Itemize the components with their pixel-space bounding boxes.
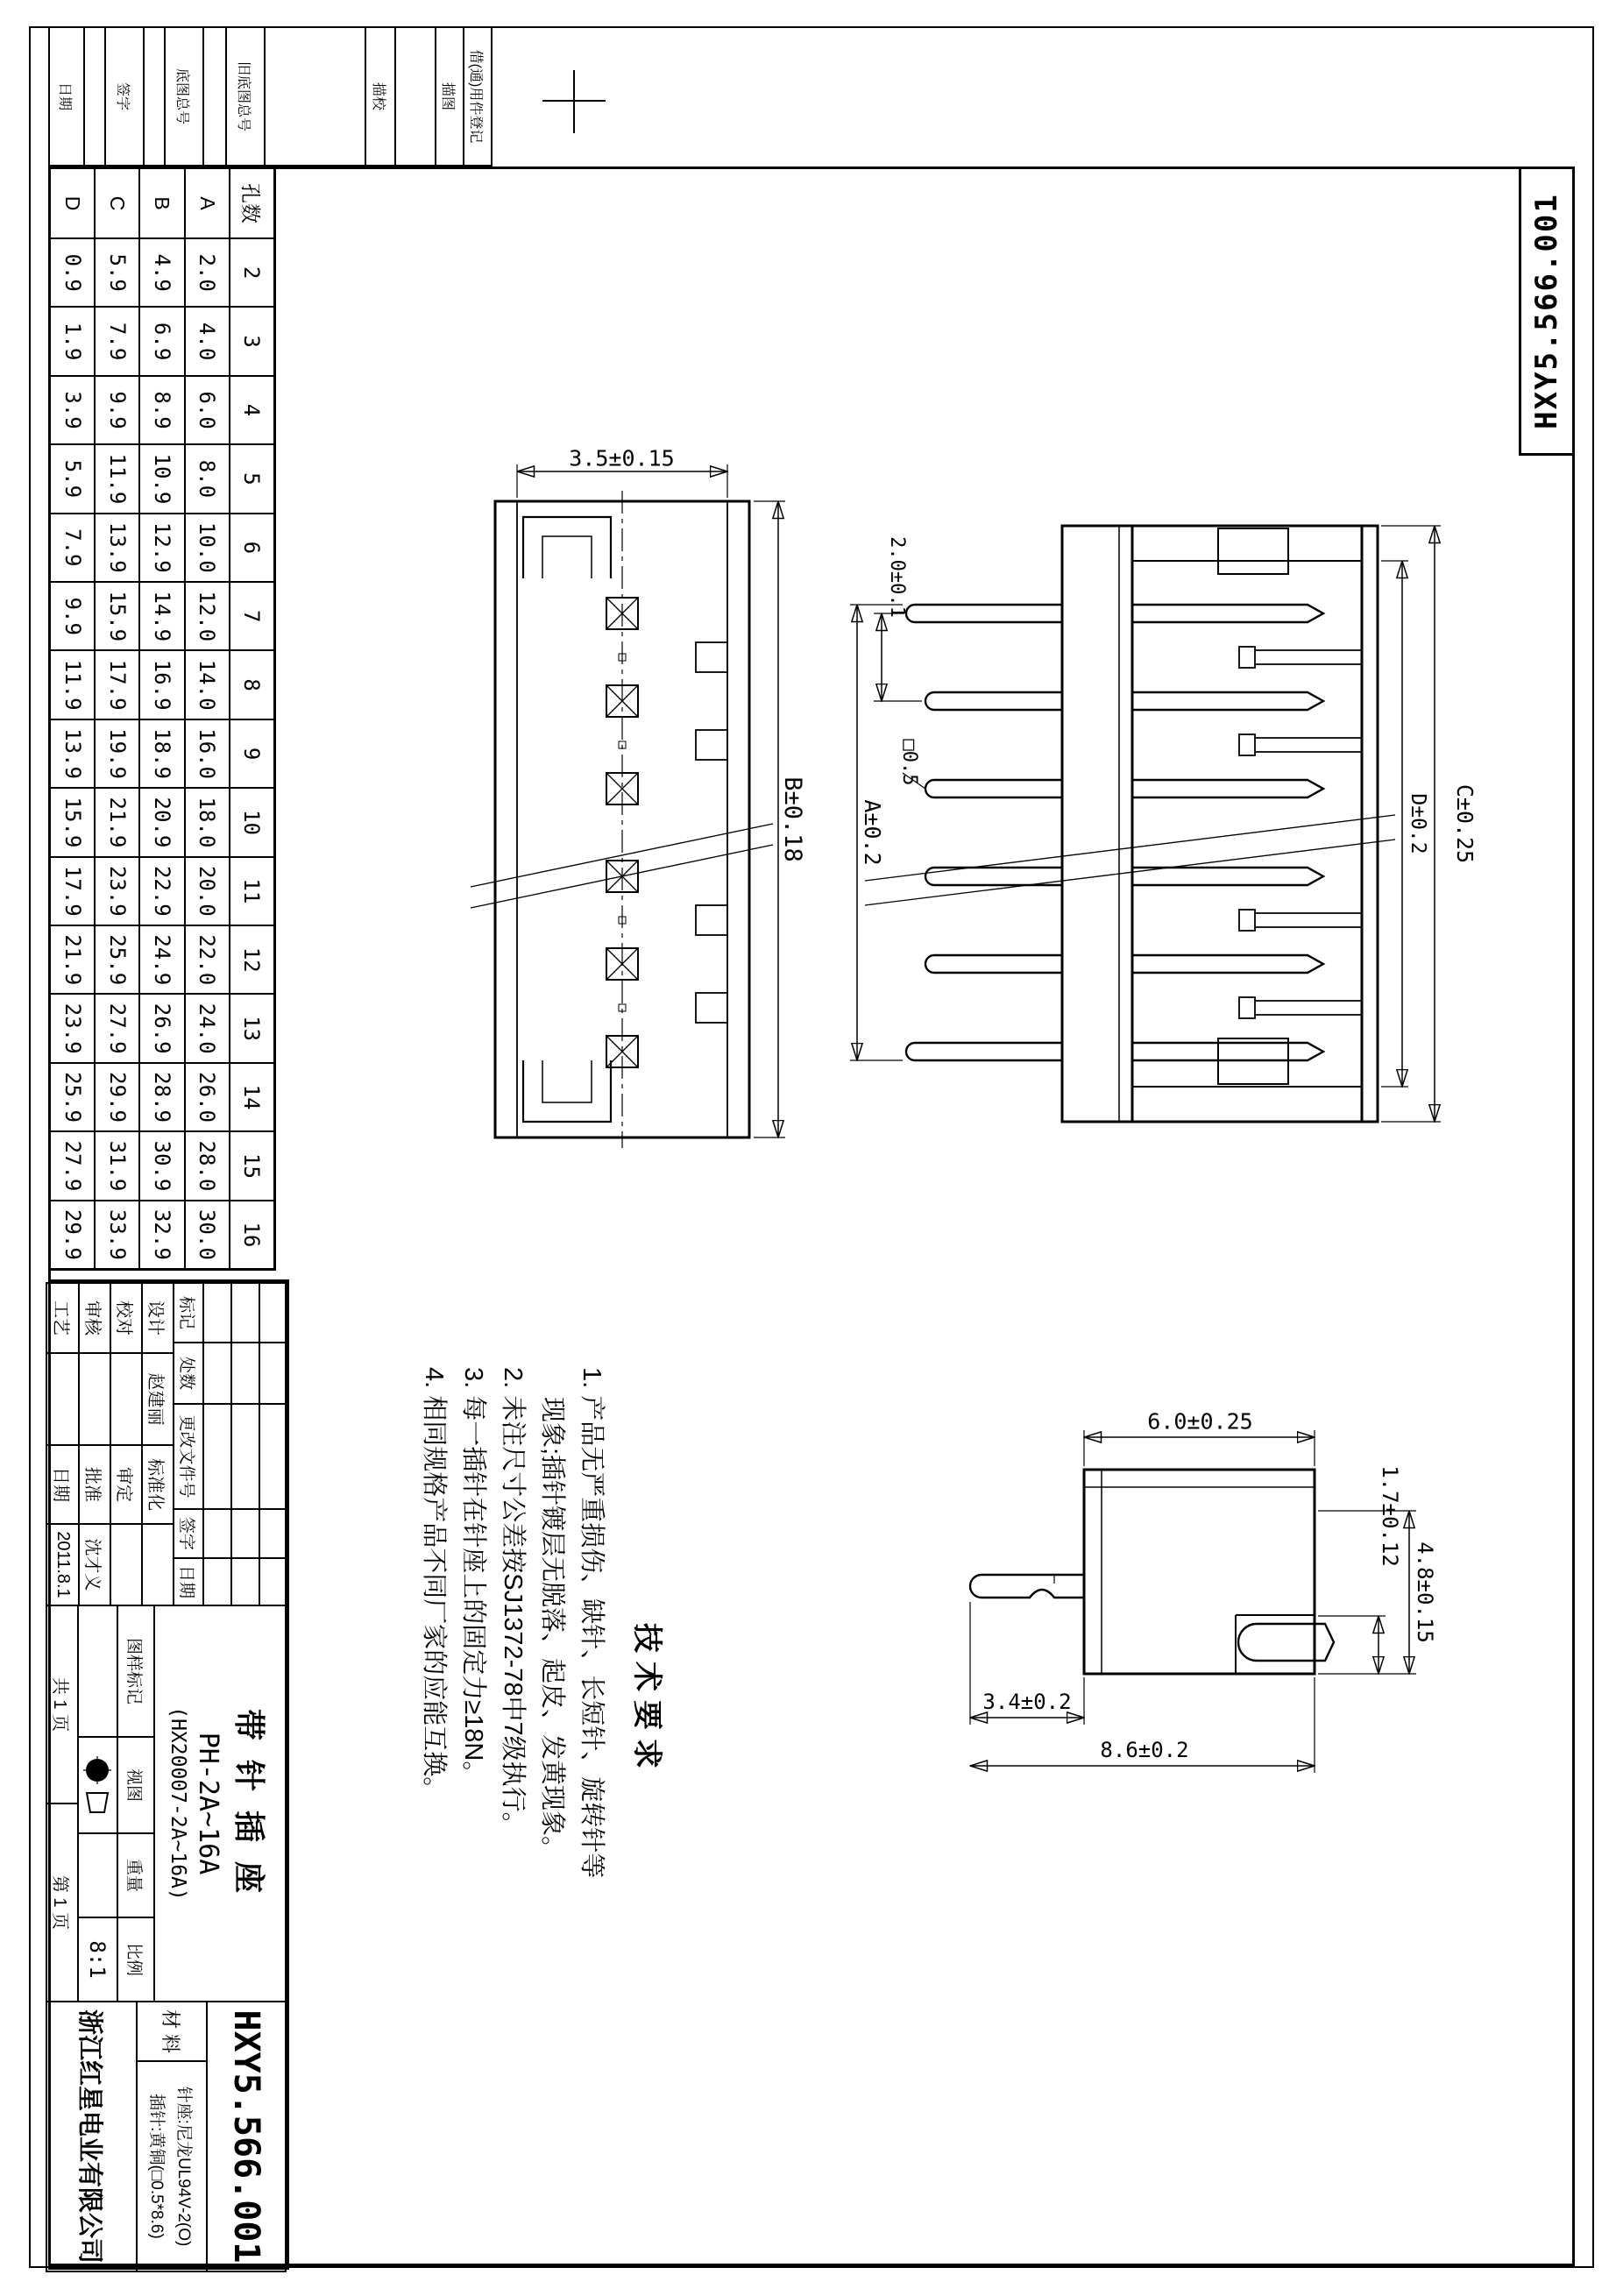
- table-cell: 21.9: [51, 926, 94, 995]
- material-line1: 针座:尼龙UL94V-2(O): [174, 2086, 193, 2247]
- part-model-alt: (HX20007-2A~16A): [167, 1706, 189, 1901]
- table-cell: 6: [230, 514, 273, 583]
- table-cell: 20.9: [140, 789, 183, 857]
- dim-label-pin-square: □0.5: [898, 739, 920, 786]
- sig-value: [46, 1352, 80, 1446]
- table-cell: 23.9: [51, 995, 94, 1063]
- note-line: 3. 每一插针在针座上的固定力≥18N。: [459, 1367, 487, 1787]
- sig-value: 赵建丽: [141, 1352, 174, 1446]
- margin-strip-blank: [143, 26, 166, 167]
- table-cell: 29.9: [96, 1064, 138, 1132]
- sig-value: [110, 1523, 143, 1606]
- table-cell: 12.9: [140, 514, 183, 583]
- table-cell: 25.9: [51, 1064, 94, 1132]
- table-cell: 9: [230, 720, 273, 789]
- table-cell: 26.0: [186, 1064, 229, 1132]
- table-cell: 8.0: [186, 445, 229, 514]
- note-line: 2. 未注尺寸公差按SJ1372-78中7级执行。: [499, 1367, 527, 1838]
- table-cell: 24.0: [186, 995, 229, 1063]
- table-cell: 16.0: [186, 720, 229, 789]
- margin-strip-blank: [394, 26, 436, 167]
- table-cell: 17.9: [51, 858, 94, 926]
- sig-label: 审定: [110, 1444, 143, 1525]
- table-cell: 25.9: [96, 926, 138, 995]
- dim-label-overall-height: 8.6±0.2: [1100, 1738, 1189, 1762]
- table-cell: 11: [230, 858, 273, 926]
- material-label: 材 料: [136, 2001, 208, 2062]
- info-header: 视图: [117, 1736, 155, 1834]
- notes-title: 技术要求: [630, 1623, 663, 1777]
- table-cell: 11.9: [51, 651, 94, 719]
- table-cell: 16.9: [140, 651, 183, 719]
- page-number: 第 1 页: [46, 1803, 79, 2002]
- table-cell: 5.9: [51, 445, 94, 514]
- table-cell: 15: [230, 1132, 273, 1201]
- table-cell: 4: [230, 377, 273, 445]
- table-cell: 8.9: [140, 377, 183, 445]
- table-cell: 16: [239, 1222, 265, 1248]
- table-cell: 14.9: [140, 583, 183, 651]
- sig-value: 2011.8.1: [46, 1523, 80, 1606]
- table-cell: 6.9: [140, 308, 183, 376]
- table-cell: 7.9: [96, 308, 138, 376]
- sig-label: 批准: [78, 1444, 111, 1525]
- table-cell: 7.9: [51, 514, 94, 583]
- material-line2: 插针:黄铜(□0.5*8.6): [147, 2094, 166, 2239]
- table-cell: 27.9: [51, 1132, 94, 1201]
- table-cell: 5: [230, 445, 273, 514]
- sig-value: [110, 1352, 143, 1446]
- table-cell: 9.9: [96, 377, 138, 445]
- dim-label-body-width: 6.0±0.25: [1147, 1408, 1253, 1435]
- projection-symbol-cell: [77, 1736, 118, 1834]
- sig-label: 审核: [78, 1282, 111, 1354]
- company-name: 浙江红星电业有限公司: [46, 2001, 138, 2272]
- table-cell: 30.0: [195, 1208, 220, 1260]
- table-cell: 5.9: [96, 239, 138, 308]
- top-view-drawing: [449, 438, 799, 1166]
- margin-strip-blank: [83, 26, 106, 167]
- row-label: D: [51, 169, 94, 239]
- scale-value: 8:1: [77, 1917, 118, 2002]
- sig-label: 工艺: [46, 1282, 80, 1354]
- table-cell: 24.9: [140, 926, 183, 995]
- dim-label-tail-length: 3.4±0.2: [982, 1690, 1072, 1714]
- note-line: 现象;插针镀层无脱落、起皮、发黄现象。: [538, 1397, 566, 1862]
- table-cell: 2.0: [186, 239, 229, 308]
- table-row: [138, 169, 183, 1268]
- table-cell: 12.0: [186, 583, 229, 651]
- table-cell: 27.9: [96, 995, 138, 1063]
- pages-total: 共 1 页: [46, 1605, 79, 1804]
- table-cell: 26.9: [140, 995, 183, 1063]
- table-row: [229, 169, 273, 1268]
- margin-strip-label: 描校: [365, 26, 396, 167]
- table-cell: 30.9: [140, 1132, 183, 1201]
- table-cell: 2: [230, 239, 273, 308]
- info-header: 重量: [117, 1832, 155, 1918]
- margin-strip-blank: [202, 26, 227, 167]
- margin-strip-label: 签字: [104, 26, 145, 167]
- table-cell: 21.9: [96, 789, 138, 857]
- centering-mark-icon: [573, 70, 575, 133]
- table-cell: 22.0: [186, 926, 229, 995]
- revision-header: 更改文件号: [173, 1403, 204, 1510]
- table-cell: 15.9: [96, 583, 138, 651]
- table-cell: 15.9: [51, 789, 94, 857]
- part-model: PH-2A~16A: [193, 1732, 223, 1875]
- revision-header: 签字: [173, 1508, 204, 1559]
- dim-label-housing-depth: 3.5±0.15: [569, 445, 675, 471]
- sig-value: [141, 1523, 174, 1606]
- sig-label: 校对: [110, 1282, 143, 1354]
- table-cell: 3.9: [51, 377, 94, 445]
- title-block: [48, 1279, 289, 2270]
- table-cell: 0.9: [51, 239, 94, 308]
- table-cell: 31.9: [96, 1132, 138, 1201]
- dim-label-pin-pitch: 2.0±0.1: [886, 536, 908, 618]
- table-cell: 6.0: [186, 377, 229, 445]
- margin-strip-label: 借(通)用件登记: [463, 26, 493, 167]
- note-line: 1. 产品无严重损伤、缺针、长短针、旋转针等: [578, 1367, 606, 1879]
- info-header: 比例: [117, 1917, 155, 2002]
- corner-number-box: [1519, 167, 1575, 456]
- margin-strip-label: 底图总号: [164, 26, 204, 167]
- table-row: [184, 169, 229, 1268]
- table-cell: 9.9: [51, 583, 94, 651]
- row-label: A: [186, 169, 229, 239]
- note-line: 4. 相同规格产品不同厂家的应能互换。: [420, 1367, 448, 1803]
- revision-header: 处数: [173, 1342, 204, 1405]
- table-cell: 13.9: [96, 514, 138, 583]
- table-cell: 10.0: [186, 514, 229, 583]
- table-cell: 4.9: [140, 239, 183, 308]
- info-value-blank: [77, 1605, 118, 1738]
- technical-notes: [382, 1367, 671, 2033]
- table-cell: 22.9: [140, 858, 183, 926]
- sig-value: [78, 1352, 111, 1446]
- dim-label-shoulder: 4.8±0.15: [1413, 1541, 1437, 1643]
- margin-strip-label: 旧底图总号: [225, 26, 266, 167]
- table-cell: 23.9: [96, 858, 138, 926]
- table-cell: 3: [230, 308, 273, 376]
- margin-strip-blank: [264, 26, 366, 167]
- table-cell: 11.9: [96, 445, 138, 514]
- sig-value: 沈才义: [78, 1523, 111, 1606]
- sig-label: 标准化: [141, 1444, 174, 1525]
- table-cell: 4.0: [186, 308, 229, 376]
- revision-header: 标记: [173, 1282, 204, 1343]
- corner-drawing-number: HXY5.566.001: [1529, 193, 1564, 429]
- row-label: C: [96, 169, 138, 239]
- table-cell: 20.0: [186, 858, 229, 926]
- part-name-cell: [153, 1605, 287, 2002]
- table-cell: 7: [230, 583, 273, 651]
- sig-label: 日期: [46, 1444, 80, 1525]
- drawing-number: HXY5.566.001: [206, 2001, 287, 2272]
- table-cell: 14: [230, 1064, 273, 1132]
- table-cell: 33.9: [104, 1208, 130, 1260]
- table-cell: 29.9: [60, 1208, 85, 1260]
- table-cell: 17.9: [96, 651, 138, 719]
- sig-label: 设计: [141, 1282, 174, 1354]
- table-cell: 13: [230, 995, 273, 1063]
- table-row: [94, 169, 138, 1268]
- centering-mark-icon: [542, 100, 606, 102]
- table-cell: 19.9: [96, 720, 138, 789]
- table-cell: 10.9: [140, 445, 183, 514]
- table-cell: 14.0: [186, 651, 229, 719]
- dim-label-inner-length-D: D±0.2: [1407, 793, 1429, 854]
- revision-header: 日期: [173, 1557, 204, 1606]
- first-angle-projection-icon: [81, 1754, 116, 1816]
- table-cell: 12: [230, 926, 273, 995]
- table-cell: 10: [230, 789, 273, 857]
- part-name: 带 针 插 座: [231, 1708, 267, 1898]
- dim-label-outer-length-C: C±0.25: [1452, 783, 1478, 864]
- margin-strip-label: 日期: [48, 26, 85, 167]
- table-cell: 18.9: [140, 720, 183, 789]
- dim-label-overall-length-B: B±0.18: [779, 776, 806, 862]
- dim-label-pin-span-A: A±0.2: [860, 799, 885, 866]
- info-header: 图样标记: [117, 1605, 155, 1738]
- table-cell: 28.0: [186, 1132, 229, 1201]
- table-cell: 32.9: [150, 1208, 174, 1260]
- weight-value-blank: [77, 1832, 118, 1918]
- parameter-table: [48, 167, 276, 1271]
- table-cell: 1.9: [51, 308, 94, 376]
- material-cell: [136, 2060, 208, 2272]
- table-row: [51, 169, 94, 1268]
- table-cell: 28.9: [140, 1064, 183, 1132]
- table-cell: 13.9: [51, 720, 94, 789]
- margin-strip-label: 描图: [435, 26, 464, 167]
- row-label: 孔数: [230, 169, 273, 239]
- row-label: B: [140, 169, 183, 239]
- table-cell: 18.0: [186, 789, 229, 857]
- dim-label-tip-offset: 1.7±0.12: [1378, 1465, 1402, 1567]
- table-cell: 8: [230, 651, 273, 719]
